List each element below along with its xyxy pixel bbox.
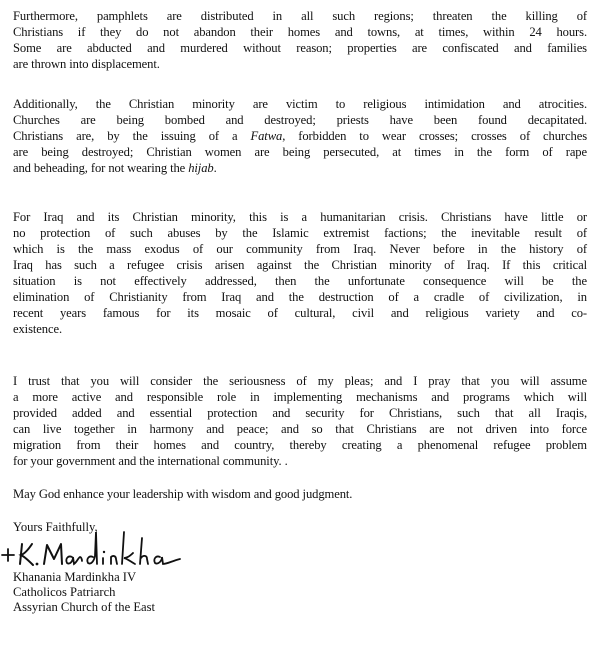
paragraph-line: Iraq has such a refugee crisis arisen against the Christian minority of Iraq. If this critical — [13, 258, 587, 272]
paragraph-line: Christians if they do not abandon their homes and towns, at times, within 24 hours. — [13, 25, 587, 39]
handwritten-signature — [0, 526, 200, 570]
paragraph-line: Some are abducted and murdered without reason; properties are confiscated and families — [13, 41, 587, 55]
signer-name: Khanania Mardinkha IV — [13, 570, 137, 584]
paragraph-humanitarian-crisis — [13, 209, 587, 337]
paragraph-line: provided added and essential protection and security for Christians, such that all Iraqis, — [13, 406, 587, 420]
signer-title: Catholicos Patriarch — [13, 585, 116, 599]
paragraph-line: elimination of Christianity from Iraq and the destruction of a cradle of civilization, in — [13, 290, 587, 304]
paragraph-line: Additionally, the Christian minority are victim to religious intimidation and atrocities. — [13, 97, 587, 111]
paragraph-line: Furthermore, pamphlets are distributed in all such regions; threaten the killing of — [13, 9, 587, 23]
paragraph-line: no protection of such abuses by the Islamic extremist factions; the inevitable result of — [13, 226, 587, 240]
text-segment: and beheading, for not wearing the — [13, 161, 189, 175]
paragraph-line: recent years famous for its mosaic of cultural, civil and religious variety and co- — [13, 306, 587, 320]
paragraph-line: migration from their homes and country, thereby creating a phenomenal refugee problem — [13, 438, 587, 452]
text-segment: Christians are, by the issuing of a — [13, 129, 251, 143]
paragraph-line: are thrown into displacement. — [13, 57, 160, 71]
paragraph-line: a more active and responsible role in implementing mechanisms and programs which will — [13, 390, 587, 404]
hijab-term: hijab — [188, 161, 214, 175]
paragraph-line: Churches are being bombed and destroyed; priests have been found decapitated. — [13, 113, 587, 127]
paragraph-line: can live together in harmony and peace; and so that Christians are not driven into force — [13, 422, 587, 436]
signer-block — [13, 570, 155, 615]
paragraph-line: May God enhance your leadership with wisdom and good judgment. — [13, 487, 353, 501]
signer-church: Assyrian Church of the East — [13, 600, 155, 614]
paragraph-line: situation is not effectively addressed, then the unfortunate consequence will be the — [13, 274, 587, 288]
text-segment: . — [213, 161, 217, 175]
fatwa-term: Fatwa — [250, 129, 283, 143]
paragraph-line: I trust that you will consider the seriousness of my pleas; and I pray that you will assume — [13, 374, 587, 388]
paragraph-pamphlets — [13, 8, 587, 72]
paragraph-plea — [13, 373, 587, 469]
paragraph-line: are being destroyed; Christian women are being persecuted, at times in the form of rape — [13, 145, 587, 159]
paragraph-line: existence. — [13, 322, 62, 336]
closing-salutation: Yours Faithfully, — [13, 520, 98, 534]
paragraph-line: for your government and the international community. . — [13, 454, 288, 468]
paragraph-line: which is the mass exodus of our community from Iraq. Never before in the history of — [13, 242, 587, 256]
paragraph-line — [13, 128, 587, 144]
paragraph-intimidation — [13, 96, 587, 176]
paragraph-line: For Iraq and its Christian minority, this is a humanitarian crisis. Christians have little or — [13, 210, 587, 224]
paragraph-line — [13, 160, 587, 176]
text-segment: , forbidden to wear crosses; crosses of churches — [282, 129, 587, 143]
paragraph-blessing — [13, 486, 587, 502]
